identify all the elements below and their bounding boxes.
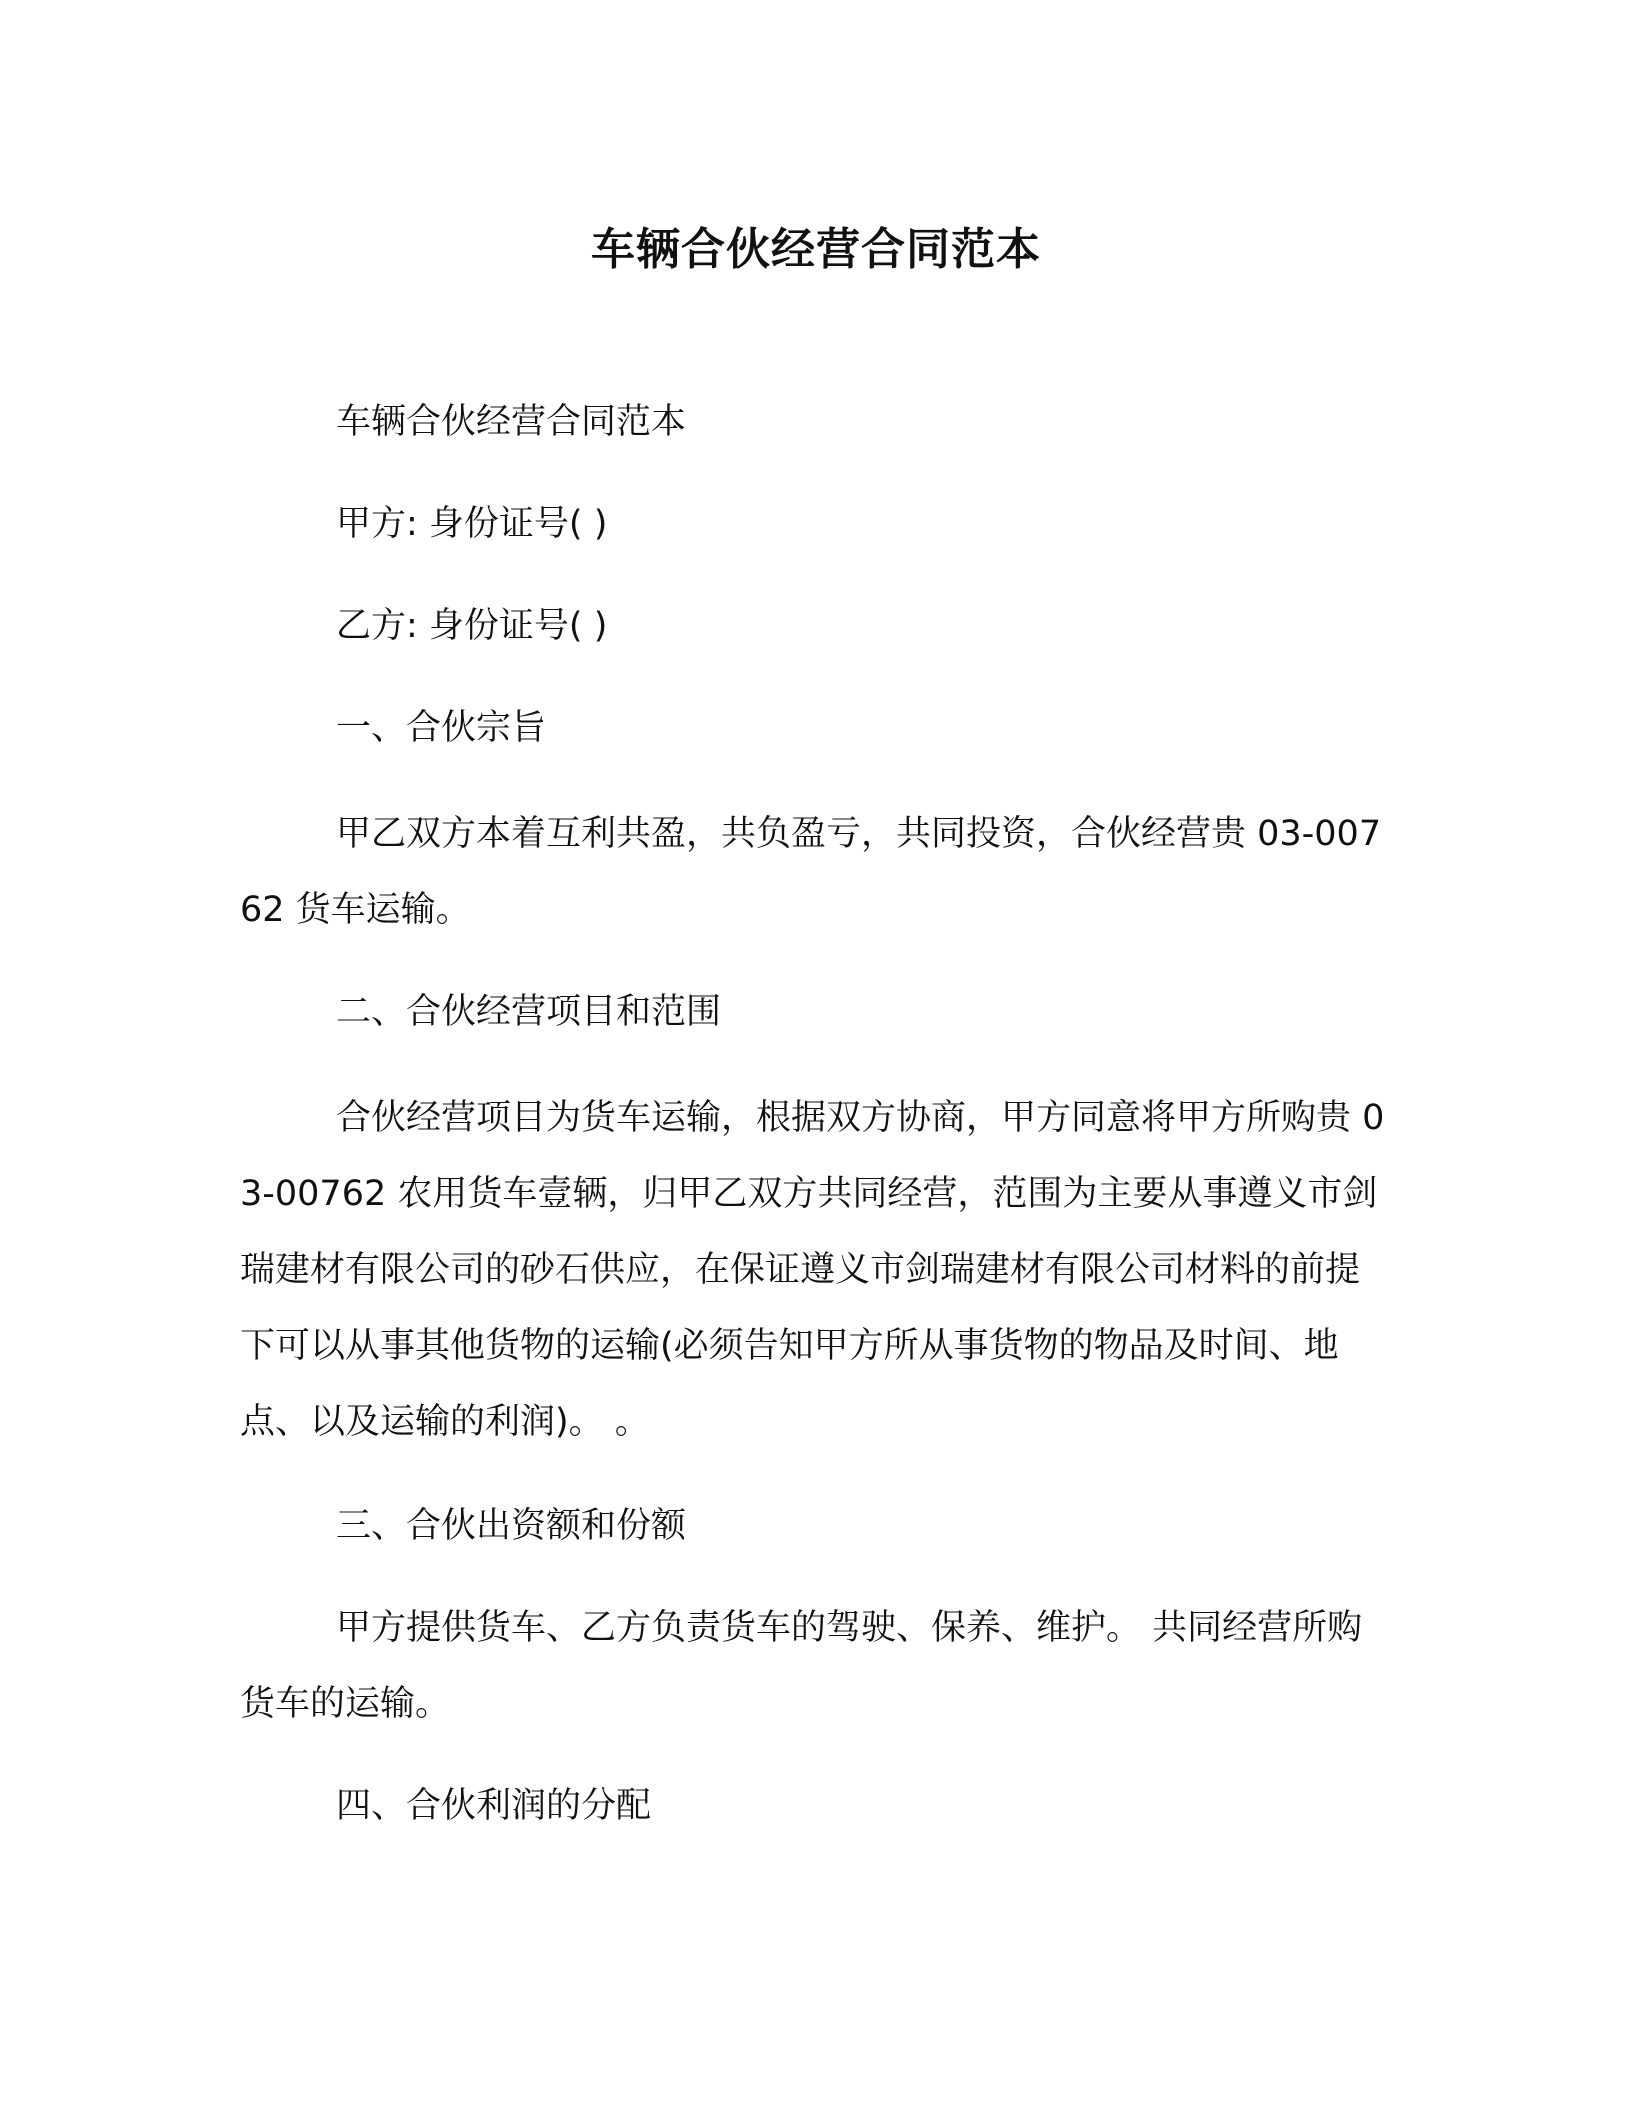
document-title: 车辆合伙经营合同范本 [591,224,1041,275]
paragraph-subtitle: 车辆合伙经营合同范本 [336,402,687,442]
section-heading-1: 一、合伙宗旨 [336,708,547,748]
section-heading-3: 三、合伙出资额和份额 [336,1506,687,1546]
section-heading-2: 二、合伙经营项目和范围 [336,992,722,1032]
paragraph-party-b: 乙方: 身份证号( ) [336,606,608,646]
paragraph-purpose: 甲乙双方本着互利共盈，共负盈亏，共同投资，合伙经营贵 03-00762 货车运输。 [240,814,1382,930]
paragraph-scope: 合伙经营项目为货车运输，根据双方协商，甲方同意将甲方所购贵 03-00762 农用货车壹辆，归甲乙双方共同经营，范围为主要从事遵义市剑瑞建材有限公司的砂石供应，在保证遵义市剑瑞建材有限公司材料的前提下可以从事其他货物的运输(必须告知甲方所从事货物的物品及时间、地点、以及运输的利润)。 。 [240,1098,1385,1442]
paragraph-party-a: 甲方: 身份证号( ) [336,504,608,544]
section-heading-4: 四、合伙利润的分配 [336,1786,652,1826]
paragraph-contribution: 甲方提供货车、乙方负责货车的驾驶、保养、维护。 共同经营所购货车的运输。 [240,1608,1363,1724]
